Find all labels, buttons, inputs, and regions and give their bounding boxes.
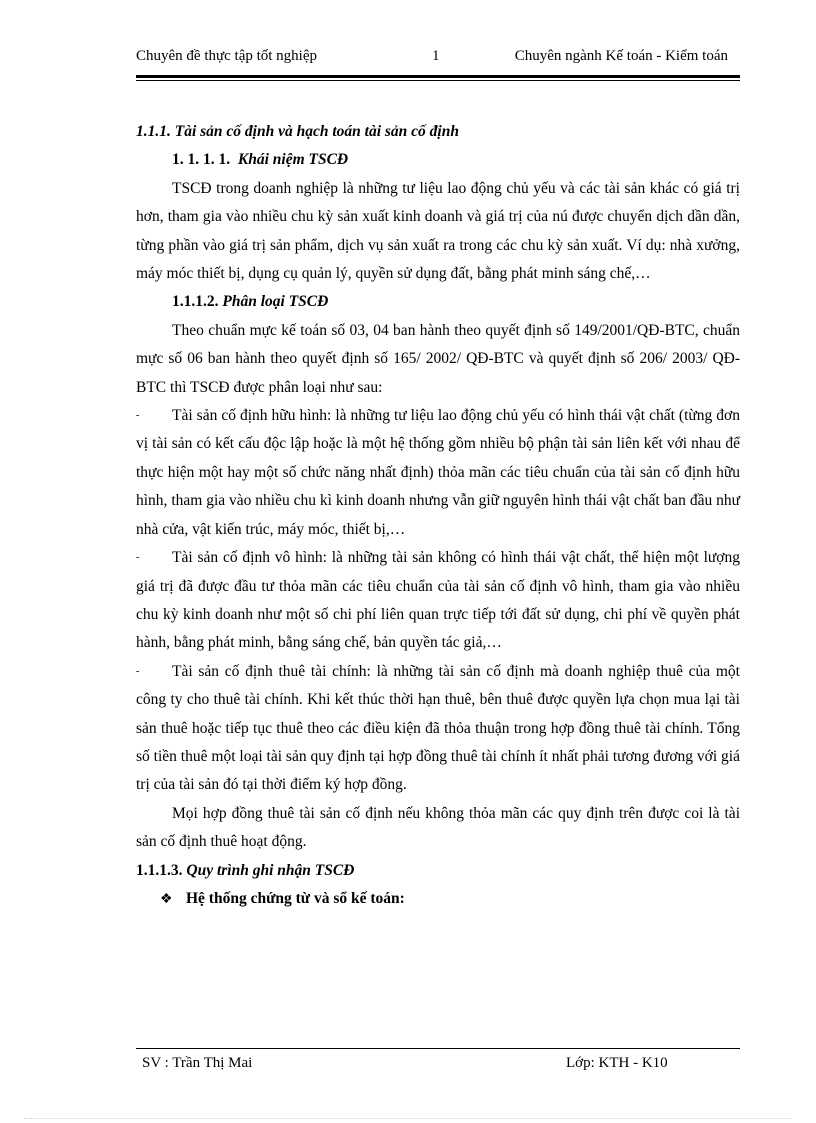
header-rule-thick: [136, 75, 740, 78]
list-item-text: Tài sản cố định hữu hình: là những tư liệu lao động chủ yếu có hình thái vật chất (từng đơn vị tài sản có kết cấu độc lập hoặc là một hệ thống gồm nhiều bộ phận tài sản liên kết với nhau để thực hiện một hay một số chức năng nhất định) thỏa mãn các tiêu chuẩn của tài sản cố định hữu hình, tham gia vào nhiều chu kì kinh doanh nhưng vẫn giữ nguyên hình thái vật chất ban đầu như nhà cửa, vật kiến trúc, máy móc, thiết bị,…: [136, 407, 740, 538]
subheading-concept: [136, 146, 740, 174]
list-item-text: Tài sản cố định thuê tài chính: là những tài sản cố định mà doanh nghiệp thuê của một công ty cho thuê tài chính. Khi kết thúc thời hạn thuê, bên thuê được quyền lựa chọn mua lại tài sản thuê hoặc tiếp tục thuê theo các điều kiện đã thỏa thuận trong hợp đồng thuê tài chính. Tổng số tiền thuê một loại tài sản quy định tại hợp đồng thuê tài chính ít nhất phải tương đương với giá trị của tài sản đó tại thời điểm ký hợp đồng.: [136, 662, 740, 794]
page-bottom-dotted-line: [24, 1118, 792, 1119]
subheading-classification: [136, 288, 740, 316]
list-item: [136, 658, 740, 800]
bullet-marker: -: [136, 552, 140, 564]
subheading-number: 1.1.1.2.: [172, 293, 219, 311]
bullet-marker: -: [136, 665, 140, 677]
footer-rule: [136, 1048, 740, 1049]
list-item: [136, 544, 740, 658]
list-item: [136, 402, 740, 544]
page-header: [136, 48, 740, 68]
document-body: [136, 118, 740, 914]
section-heading: 1.1.1. Tài sản cố định và hạch toán tài sản cố định: [136, 123, 459, 140]
diamond-list-item: [136, 885, 740, 914]
header-rule-thin: [136, 80, 740, 81]
subheading-number: 1. 1. 1. 1.: [172, 151, 231, 169]
page-footer: [136, 1055, 740, 1075]
footer-student: SV : Trần Thị Mai: [142, 1055, 253, 1071]
paragraph-definition: TSCĐ trong doanh nghiệp là những tư liệu lao động chủ yếu và các tài sản khác có giá trị hơn, tham gia vào nhiều chu kỳ sản xuất kinh doanh và giá trị của nú được chuyển dịch dần dần, từng phần vào giá trị sản phẩm, dịch vụ sản xuất ra trong các chu kỳ sản xuất. Ví dụ: nhà xưởng, máy móc thiết bị, dụng cụ quản lý, quyền sử dụng đất, bằng phát minh sáng chế,…: [136, 179, 740, 283]
paragraph-standards: Theo chuẩn mực kế toán số 03, 04 ban hành theo quyết định số 149/2001/QĐ-BTC, chuẩn mực số 06 ban hành theo quyết định số 165/ 2002/ QĐ-BTC và quyết định số 206/ 2003/ QĐ-BTC thì TSCĐ được phân loại như sau:: [136, 321, 740, 396]
subheading-number: 1.1.1.3.: [136, 861, 183, 879]
subheading-process: [136, 857, 740, 885]
diamond-bullet-icon: ❖: [160, 891, 173, 907]
paragraph-operating-lease: Mọi hợp đồng thuê tài sản cố định nếu không thỏa mãn các quy định trên được coi là tài sản cố định thuê hoạt động.: [136, 804, 740, 851]
header-thesis-title: Chuyên đề thực tập tốt nghiệp: [136, 48, 318, 64]
footer-class: Lớp: KTH - K10: [566, 1055, 668, 1071]
bullet-marker: -: [136, 410, 140, 422]
diamond-item-text: Hệ thống chứng từ và sổ kế toán:: [186, 889, 405, 907]
header-major: Chuyên ngành Kế toán - Kiểm toán: [514, 48, 728, 64]
page-number: 1: [432, 48, 440, 64]
subheading-title: Khái niệm TSCĐ: [237, 151, 349, 169]
subheading-title: Phân loại TSCĐ: [222, 293, 329, 311]
subheading-title: Quy trình ghi nhận TSCĐ: [186, 861, 355, 879]
list-item-text: Tài sản cố định vô hình: là những tài sản không có hình thái vật chất, thể hiện một lượng giá trị đã được đầu tư thỏa mãn các tiêu chuẩn của tài sản cố định vô hình, tham gia vào nhiều chu kỳ kinh doanh như một số chi phí liên quan trực tiếp tới đất sử dụng, chi phí về quyền phát hành, bằng phát minh, bằng sáng chế, bản quyền tác giả,…: [136, 549, 740, 652]
